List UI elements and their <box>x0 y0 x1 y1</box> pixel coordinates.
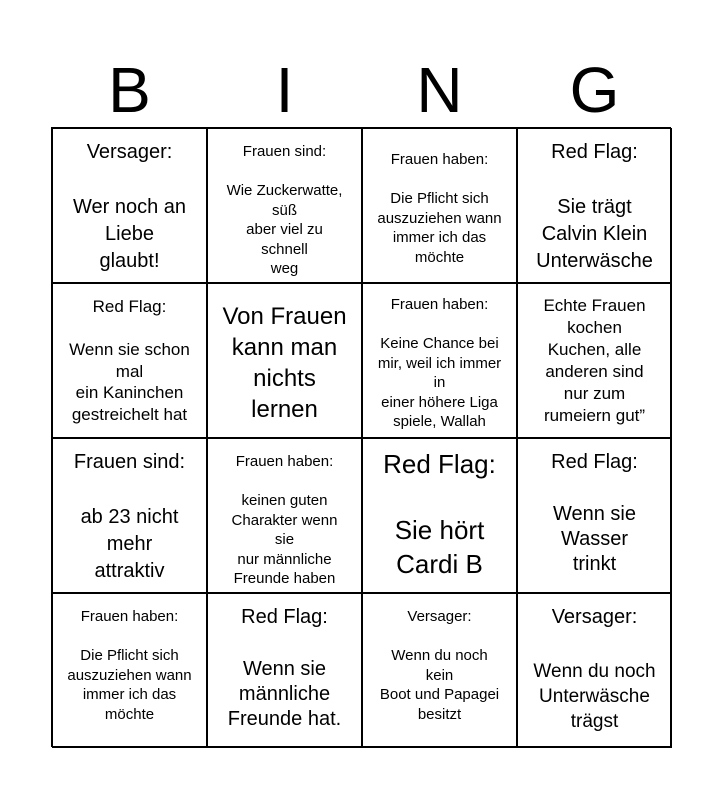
cell-text: Wer noch an Liebe glaubt! <box>72 196 187 272</box>
bingo-cell[interactable] <box>207 593 362 748</box>
cell-heading: Frauen sind: <box>242 143 327 160</box>
cell-text: Sie hört Cardi B <box>394 515 485 579</box>
cell-heading: Versager: <box>407 608 472 625</box>
cell-heading: Red Flag: <box>383 449 496 479</box>
bingo-cell[interactable] <box>362 283 517 438</box>
cell-heading: Frauen haben: <box>390 296 489 313</box>
bingo-cell[interactable] <box>52 283 207 438</box>
cell-heading: Red Flag: <box>92 297 167 316</box>
bingo-cell[interactable] <box>207 128 362 283</box>
bingo-cell[interactable] <box>52 593 207 748</box>
bingo-cell[interactable] <box>52 128 207 283</box>
cell-heading: Versager: <box>86 141 173 163</box>
bingo-cell[interactable] <box>52 438 207 593</box>
cell-text: Wenn du noch kein Boot und Papagei besitzt <box>379 647 500 723</box>
cell-heading: Frauen haben: <box>235 453 334 470</box>
bingo-cell[interactable] <box>207 283 362 438</box>
cell-heading: Red Flag: <box>551 451 638 473</box>
cell-text: Wenn sie Wasser trinkt <box>552 503 636 575</box>
bingo-cell[interactable] <box>362 438 517 593</box>
cell-text: Keine Chance bei mir, weil ich immer in einer höhere Liga spiele, Wallah <box>377 335 502 430</box>
cell-heading: Frauen haben: <box>80 608 179 625</box>
cell-text: Wenn du noch Unterwäsche trägst <box>533 661 656 732</box>
bingo-cell[interactable] <box>517 438 672 593</box>
bingo-cell[interactable] <box>517 593 672 748</box>
cell-text: Echte Frauen kochen Kuchen, alle anderen sind nur zum rumeiern gut” <box>543 295 646 425</box>
cell-text: Wie Zuckerwatte, süß aber viel zu schnell weg <box>226 182 343 277</box>
cell-text: Wenn sie schon mal ein Kaninchen gestreichelt hat <box>69 340 190 424</box>
cell-text: keinen guten Charakter wenn sie nur männliche Freunde haben <box>231 492 338 587</box>
cell-text: Wenn sie männliche Freunde hat. <box>227 658 342 730</box>
bingo-cell[interactable] <box>517 128 672 283</box>
title-letter-g: G <box>569 54 620 126</box>
cell-text: Von Frauen kann man nichts lernen <box>222 302 347 423</box>
bingo-cell[interactable] <box>362 593 517 748</box>
bingo-cell[interactable] <box>362 128 517 283</box>
bingo-grid <box>51 127 671 747</box>
title-letter-i: I <box>275 54 294 126</box>
bingo-cell[interactable] <box>207 438 362 593</box>
cell-heading: Red Flag: <box>551 141 638 163</box>
title-letter-n: N <box>416 54 463 126</box>
cell-heading: Red Flag: <box>241 606 328 628</box>
cell-text: Die Pflicht sich auszuziehen wann immer ich das möchte <box>67 647 192 723</box>
cell-text: ab 23 nicht mehr attraktiv <box>80 506 179 582</box>
cell-text: Die Pflicht sich auszuziehen wann immer ich das möchte <box>377 190 502 266</box>
cell-text: Sie trägt Calvin Klein Unterwäsche <box>536 196 653 272</box>
title-letter-b: B <box>108 54 151 126</box>
bingo-cell[interactable] <box>517 283 672 438</box>
cell-heading: Frauen sind: <box>73 451 186 473</box>
cell-heading: Versager: <box>551 606 638 628</box>
cell-heading: Frauen haben: <box>390 151 489 168</box>
bingo-title <box>52 52 672 128</box>
